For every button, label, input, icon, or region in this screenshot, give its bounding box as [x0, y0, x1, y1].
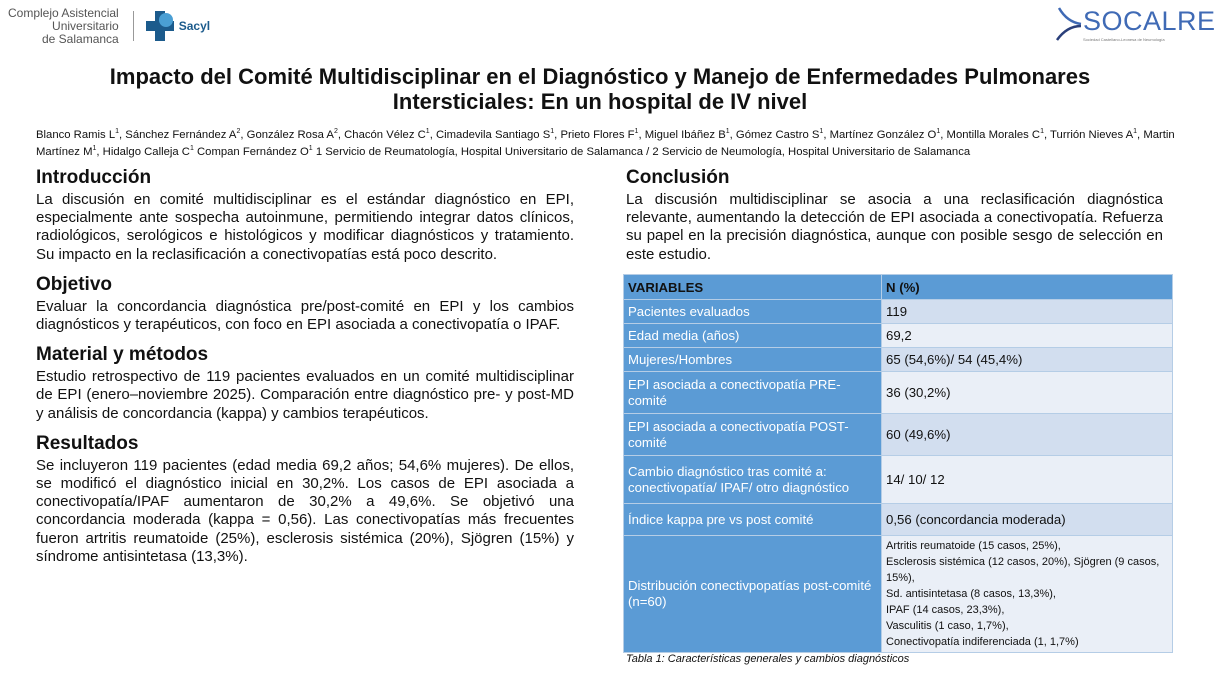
table-row — [624, 456, 1173, 504]
author-affiliation-mark: 1 — [634, 128, 639, 135]
author-affiliation-mark: 1 — [819, 128, 824, 135]
institution-logos — [8, 5, 211, 46]
author-affiliation-mark: 1 — [936, 128, 941, 135]
author-affiliation-mark: 1 — [1040, 128, 1044, 135]
logo-divider — [133, 11, 134, 41]
sacyl-logo — [146, 11, 210, 41]
section-heading-metodos: Material y métodos — [36, 344, 209, 366]
table-row-label: Pacientes evaluados — [624, 300, 882, 324]
section-text-conclusion: La discusión multidisciplinar se asocia a una reclasificación diagnóstica relevante, aumentando la detección de EPI asociada a conectivopatía. Refuerza su papel en la precisión diagnóstica, aunque con posible sesgo de selección en este estudio. — [626, 191, 1163, 263]
affiliations: 1 Servicio de Reumatología, Hospital Universitario de Salamanca / 2 Servicio de Neumología, Hospital Universitario de Salamanca — [315, 145, 971, 158]
distribution-item: Artritis reumatoide (15 casos, 25%), — [886, 540, 1061, 552]
institution-line: Universitario — [52, 18, 119, 33]
table-row-label: EPI asociada a conectivopatía POST-comité — [624, 414, 882, 456]
author-name: , Cimadevila Santiago S — [429, 128, 551, 141]
author-affiliation-mark: 1 — [189, 144, 194, 152]
author-affiliation-mark: 1 — [115, 128, 120, 135]
distribution-item: IPAF (14 casos, 23,3%), — [886, 604, 1005, 616]
left-column — [36, 167, 574, 576]
table-header-variables: VARIABLES — [624, 275, 882, 300]
socalre-logo-subtitle: Sociedad Castellano-Leonesa de Neumología — [1083, 37, 1165, 42]
table-row — [624, 372, 1173, 414]
author-name: Blanco Ramis L — [36, 128, 116, 141]
authors — [36, 125, 1182, 159]
author-name: , González Rosa A — [240, 128, 334, 141]
section-text-resultados: Se incluyeron 119 pacientes (edad media 69,2 años; 54,6% mujeres). De ellos, se modificó el diagnóstico inicial en 30,2%. Los casos de EPI asociada a conectivopatía/IPAF aumentaron de 30,2% a 49,6%. Se objetivó una concordancia moderada (kappa = 0,56). Las conectivopatías más frecuentes fueron artritis reumatoide (25%), esclerosis sistémica (20%), Sjögren (15%) y síndrome antisintetasa (13,3%). — [36, 456, 574, 565]
author-affiliation-mark: 1 — [308, 144, 313, 152]
author-affiliation-mark: 2 — [236, 128, 241, 135]
author-name: , Prieto Flores F — [554, 128, 635, 141]
table-row-label: Cambio diagnóstico tras comité a: conectivopatía/ IPAF/ otro diagnóstico — [624, 456, 882, 504]
author-name: Compan Fernández O — [193, 145, 309, 158]
table-header-row — [624, 275, 1173, 300]
author-name: , Hidalgo Calleja C — [96, 145, 190, 158]
author-affiliation-mark: 1 — [1133, 128, 1138, 135]
table-row — [624, 504, 1173, 536]
author-name: , Gómez Castro S — [729, 128, 820, 141]
institution-logo-text — [8, 7, 119, 46]
author-affiliation-mark: 2 — [333, 128, 338, 135]
section-text-introduccion: La discusión en comité multidisciplinar es el estándar diagnóstico en EPI, especialmente ante sospecha autoinmune, permitiendo integrar datos clínicos, radiológicos, serológicos e histológicos y modificar diagnósticos y tratamiento. Su impacto en la reclasificación a conectivopatías está poco descrito. — [36, 191, 574, 263]
poster-title: Impacto del Comité Multidisciplinar en el Diagnóstico y Manejo de Enfermedades Pulmonares Intersticiales: En un hospital de IV nivel — [109, 64, 1091, 114]
socalre-swoosh-icon — [1055, 6, 1083, 42]
socalre-logo-text: SOCALRE — [1083, 6, 1216, 36]
author-name: , Martínez González O — [823, 128, 937, 141]
table-row-label: Índice kappa pre vs post comité — [624, 504, 882, 536]
sacyl-cross-icon — [146, 11, 174, 41]
table-row-value: 14/ 10/ 12 — [882, 456, 1173, 504]
table-caption: Tabla 1: Características generales y cambios diagnósticos — [626, 653, 910, 665]
author-name: , Martin Martínez M — [36, 128, 1175, 158]
section-heading-introduccion: Introducción — [36, 167, 152, 188]
author-name: , Chacón Vélez C — [337, 128, 426, 141]
table-row-value: 0,56 (concordancia moderada) — [882, 504, 1173, 536]
table-row-value: 60 (49,6%) — [882, 414, 1173, 456]
section-text-metodos: Estudio retrospectivo de 119 pacientes evaluados en un comité multidisciplinar de EPI (enero–noviembre 2025). Comparación entre diagnóstico pre- y post-MD y análisis de concordancia (kappa) y cambios terapéuticos. — [36, 368, 574, 422]
table-row-value: 65 (54,6%)/ 54 (45,4%) — [882, 348, 1173, 372]
table-row-label: Distribución conectivpopatías post-comité (n=60) — [624, 536, 882, 653]
table-row — [624, 324, 1173, 348]
author-affiliation-mark: 1 — [92, 144, 97, 152]
table-row — [624, 300, 1173, 324]
table-row — [624, 414, 1173, 456]
table-row-value: 36 (30,2%) — [882, 372, 1173, 414]
sacyl-logo-text: Sacyl — [178, 19, 211, 33]
table-row-label: Mujeres/Hombres — [624, 348, 882, 372]
table-row-value: 119 — [882, 300, 1173, 324]
socalre-logo — [1055, 4, 1216, 44]
distribution-list — [882, 536, 1173, 653]
section-heading-resultados: Resultados — [36, 432, 139, 454]
author-name: , Montilla Morales C — [940, 128, 1041, 141]
author-affiliation-mark: 1 — [425, 128, 430, 135]
section-text-objetivo: Evaluar la concordancia diagnóstica pre/post-comité en EPI y los cambios diagnósticos y terapéuticos, con foco en EPI asociada a conectivopatía o IPAF. — [36, 297, 574, 334]
table-row-distribution — [624, 536, 1173, 653]
table-row-label: Edad media (años) — [624, 324, 882, 348]
institution-line: de Salamanca — [42, 31, 119, 46]
institution-line: Complejo Asistencial — [8, 5, 119, 20]
distribution-item: Sd. antisintetasa (8 casos, 13,3%), — [886, 588, 1056, 600]
author-name: , Sánchez Fernández A — [119, 128, 237, 141]
results-table — [623, 274, 1173, 653]
section-heading-objetivo: Objetivo — [36, 273, 113, 295]
distribution-item: Vasculitis (1 caso, 1,7%), — [886, 620, 1009, 632]
table-row — [624, 348, 1173, 372]
author-affiliation-mark: 1 — [550, 128, 555, 135]
distribution-item: Conectivopatía indiferenciada (1, 1,7%) — [886, 636, 1079, 648]
right-column — [626, 167, 1163, 274]
author-name: , Miguel Ibáñez B — [638, 128, 726, 141]
author-name: , Turrión Nieves A — [1043, 128, 1134, 141]
section-heading-conclusion: Conclusión — [626, 167, 730, 188]
table-row-value: 69,2 — [882, 324, 1173, 348]
distribution-item: Esclerosis sistémica (12 casos, 20%), Sjögren (9 casos, 15%), — [886, 556, 1160, 584]
author-affiliation-mark: 1 — [725, 128, 730, 135]
table-row-label: EPI asociada a conectivopatía PRE-comité — [624, 372, 882, 414]
table-header-n: N (%) — [882, 275, 1173, 300]
